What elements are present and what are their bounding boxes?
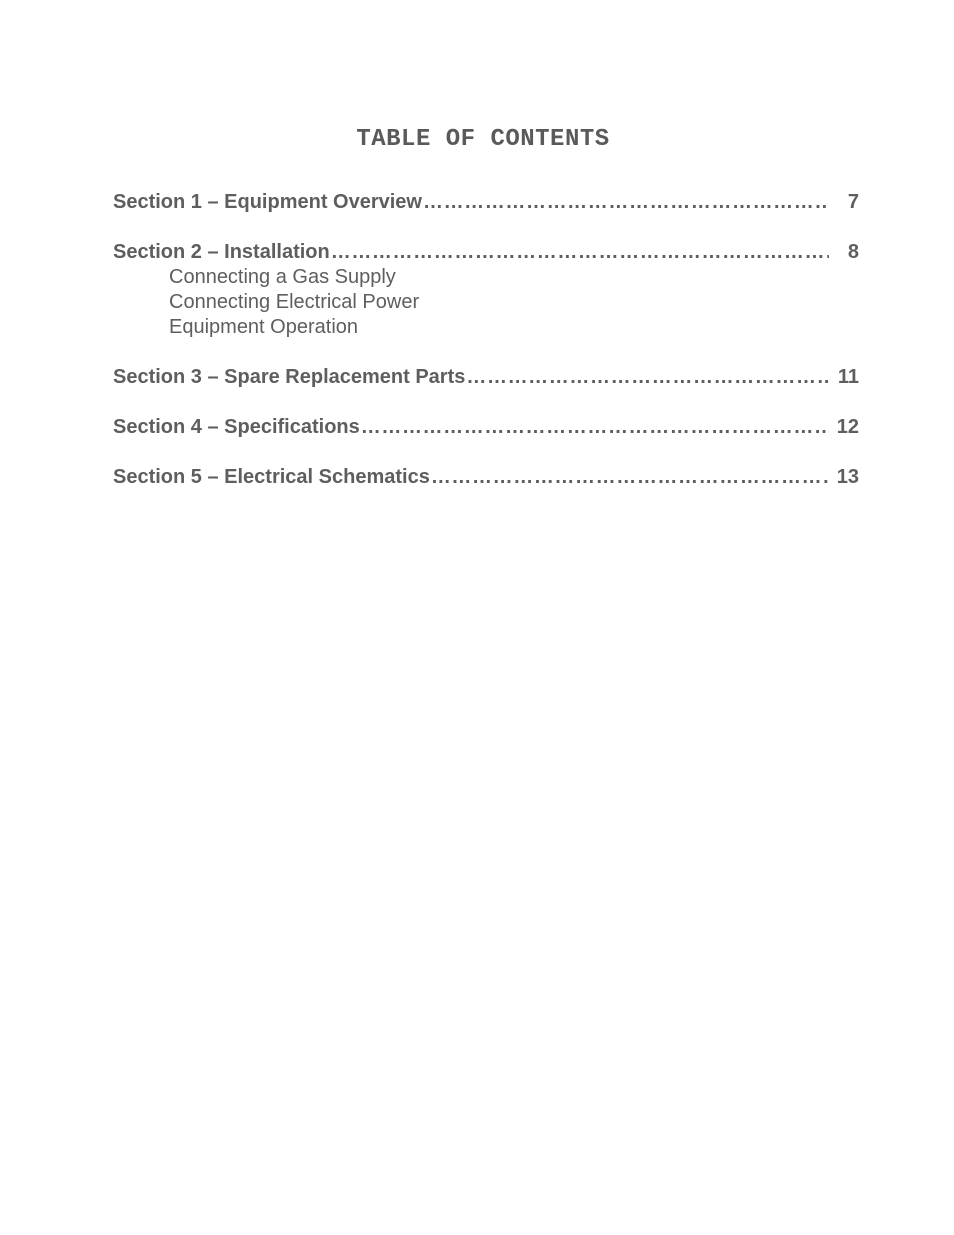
toc-subitem[interactable]: Connecting a Gas Supply xyxy=(169,266,396,288)
toc-entry-label: Section 1 – Equipment Overview xyxy=(113,191,422,213)
toc-page-number: 7 xyxy=(847,191,859,213)
dot-leader xyxy=(361,415,829,440)
toc-page-number: 12 xyxy=(836,416,859,438)
toc-entry-label: Section 4 – Specifications xyxy=(113,416,360,438)
toc-section-5 xyxy=(113,465,859,490)
toc-entry-label: Section 2 – Installation xyxy=(113,241,330,263)
dot-leader xyxy=(431,465,829,490)
toc-section-4 xyxy=(113,415,859,440)
toc-section-2 xyxy=(113,240,859,340)
toc-section-3 xyxy=(113,365,859,390)
toc-page-number: 8 xyxy=(847,241,859,263)
toc-page-number: 11 xyxy=(837,366,859,388)
toc-subitems xyxy=(169,265,859,340)
toc-subitem[interactable]: Equipment Operation xyxy=(169,316,359,338)
page-title: TABLE OF CONTENTS xyxy=(356,126,610,153)
dot-leader xyxy=(466,365,829,390)
toc-entry[interactable] xyxy=(113,190,859,215)
toc-entry-label: Section 5 – Electrical Schematics xyxy=(113,466,430,488)
dot-leader xyxy=(331,240,829,265)
dot-leader xyxy=(423,190,829,215)
table-of-contents xyxy=(113,190,859,490)
toc-entry[interactable] xyxy=(113,415,859,440)
toc-entry[interactable] xyxy=(113,465,859,490)
toc-entry[interactable] xyxy=(113,240,859,265)
toc-subitem[interactable]: Connecting Electrical Power xyxy=(169,291,420,313)
toc-page-number: 13 xyxy=(836,466,859,488)
toc-section-1 xyxy=(113,190,859,215)
toc-entry[interactable] xyxy=(113,365,859,390)
toc-entry-label: Section 3 – Spare Replacement Parts xyxy=(113,366,466,388)
